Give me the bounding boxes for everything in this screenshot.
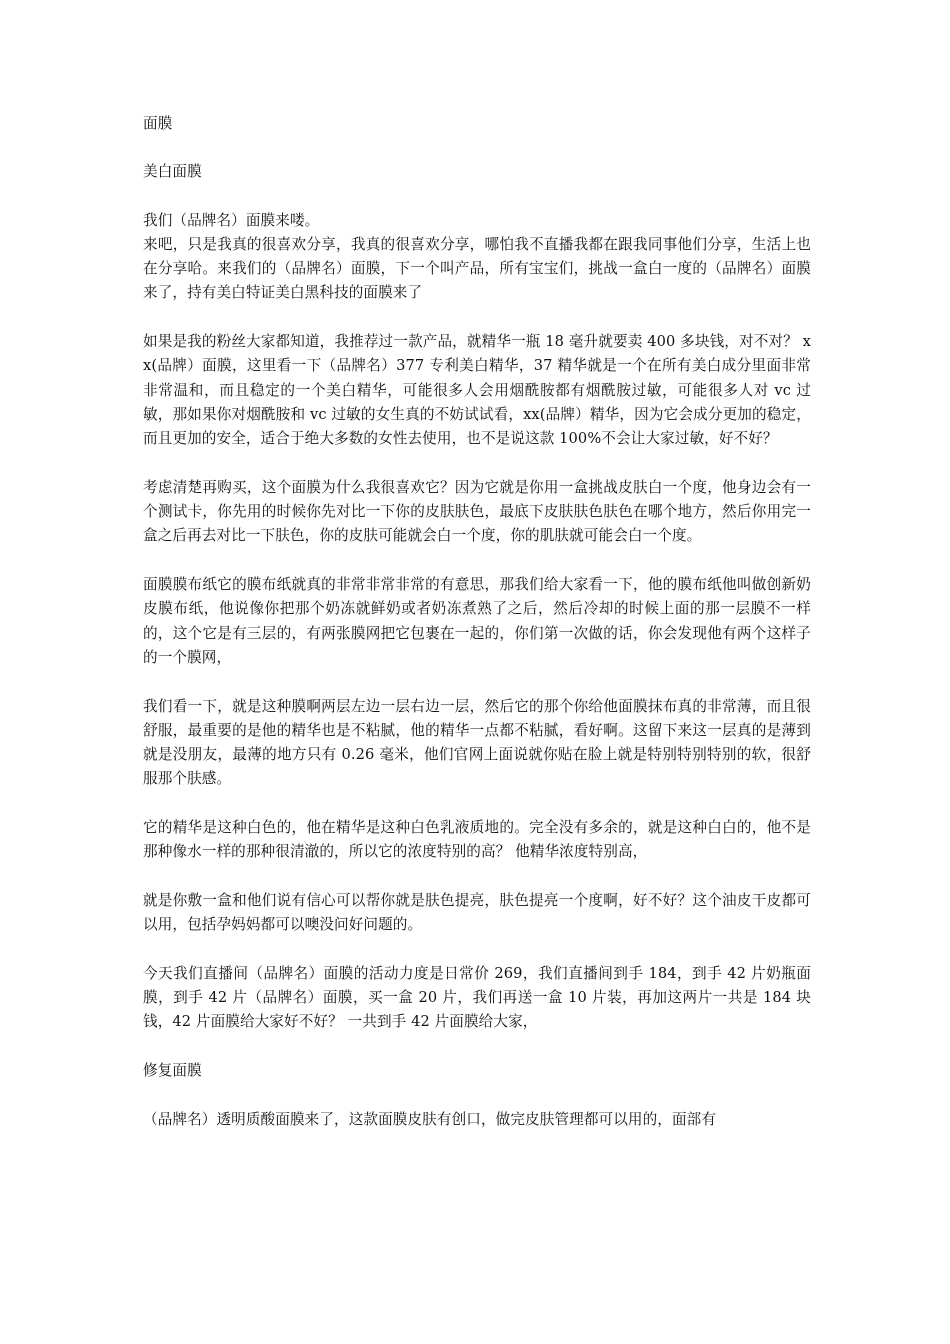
paragraph-3: 考虑清楚再购买，这个面膜为什么我很喜欢它？因为它就是你用一盒挑战皮肤白一个度，他身边会有一个测试卡，你先用的时候你先对比一下你的皮肤肤色，最底下皮肤肤色肤色在哪个地方，然后你用完一盒之后再去对比一下肤色，你的皮肤可能就会白一个度，你的肌肤就可能会白一个度。 (143, 478, 811, 545)
paragraph-7: 就是你敷一盒和他们说有信心可以帮你就是肤色提亮，肤色提亮一个度啊，好不好？这个油皮干皮都可以用，包括孕妈妈都可以噢没问好问题的。 (143, 891, 811, 934)
paragraph-4: 面膜膜布纸它的膜布纸就真的非常非常非常的有意思，那我们给大家看一下，他的膜布纸他叫做创新奶皮膜布纸，他说像你把那个奶冻就鲜奶或者奶冻煮熟了之后，然后冷却的时候上面的那一层膜不一样的，这个它是有三层的，有两张膜网把它包裹在一起的，你们第一次做的话，你会发现他有两个这样子的一个膜网， (143, 576, 811, 666)
paragraph-intro: 我们（品牌名）面膜来喽。 (143, 211, 320, 229)
paragraph-9: （品牌名）透明质酸面膜来了，这款面膜皮肤有创口，做完皮肤管理都可以用的，面部有 (143, 1110, 717, 1128)
document-body (143, 112, 811, 1132)
section-title-repair-mask: 修复面膜 (143, 1061, 202, 1079)
document-title: 面膜 (143, 115, 173, 132)
paragraph-5: 我们看一下，就是这种膜啊两层左边一层右边一层，然后它的那个你给他面膜抹布真的非常薄，而且很舒服，最重要的是他的精华也是不粘腻，他的精华一点都不粘腻，看好啊。这留下来这一层真的是薄到就是没朋友，最薄的地方只有 0.26 毫米，他们官网上面说就你贴在脸上就是特别特别特别的软，很舒服那个肤感。 (143, 697, 811, 788)
paragraph-8: 今天我们直播间（品牌名）面膜的活动力度是日常价 269，我们直播间到手 184，到手 42 片奶瓶面膜，到手 42 片（品牌名）面膜，买一盒 20 片，我们再送一盒 10 片装，再加这两片一共是 184 块钱，42 片面膜给大家好不好？ 一共到手 42 片面膜给大家， (143, 964, 811, 1031)
section-title-whitening-mask: 美白面膜 (143, 163, 202, 181)
paragraph-1: 来吧，只是我真的很喜欢分享，我真的很喜欢分享，哪怕我不直播我都在跟我同事他们分享，生活上也在分享哈。来我们的（品牌名）面膜，下一个叫产品，所有宝宝们，挑战一盒白一度的（品牌名）面膜来了，持有美白特证美白黑科技的面膜来了 (143, 235, 811, 302)
paragraph-6: 它的精华是这种白色的，他在精华是这种白色乳液质地的。完全没有多余的，就是这种白白的，他不是那种像水一样的那种很清澈的，所以它的浓度特别的高？ 他精华浓度特别高， (143, 819, 811, 861)
paragraph-2: 如果是我的粉丝大家都知道，我推荐过一款产品，就精华一瓶 18 毫升就要卖 400 多块钱，对不对？ xx(品牌）面膜，这里看一下（品牌名）377 专利美白精华，37 精华就是一个在所有美白成分里面非常非常温和，而且稳定的一个美白精华，可能很多人会用烟酰胺都有烟酰胺过敏，可能很多人对 vc 过敏，那如果你对烟酰胺和 vc 过敏的女生真的不妨试试看，xx(品牌）精华，因为它会成分更加的稳定，而且更加的安全，适合于绝大多数的女性去使用，也不是说这款 100%不会让大家过敏，好不好？ (143, 333, 811, 448)
